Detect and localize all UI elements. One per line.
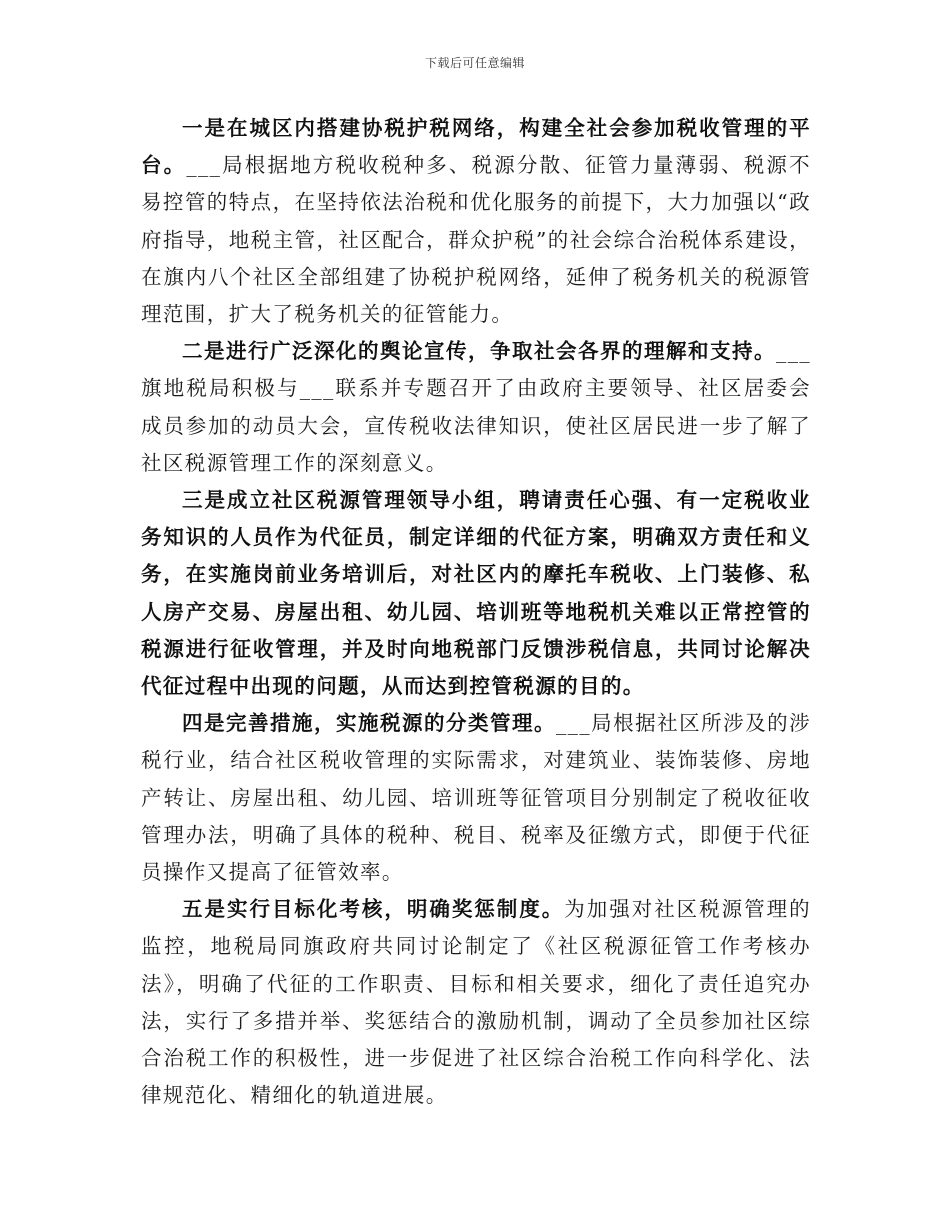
- header-note: 下载后可任意编辑: [424, 56, 525, 70]
- paragraph-1: [141, 110, 811, 333]
- paragraph-2: [141, 333, 811, 482]
- document-body: [141, 110, 811, 1114]
- paragraph-5-lead: 五是实行目标化考核，明确奖惩制度。: [182, 897, 565, 922]
- paragraph-3: [141, 482, 811, 705]
- paragraph-3-lead: 三是成立社区税源管理领导小组，聘请责任心强、有一定税收业务知识的人员作为代征员，制定详细的代征方案，明确双方责任和义务，在实施岗前业务培训后，对社区内的摩托车税收、上门装修、私人房产交易、房屋出租、幼儿园、培训班等地税机关难以正常控管的税源进行征收管理，并及时向地税部门反馈涉税信息，共同讨论解决代征过程中出现的问题，从而达到控管税源的目的。: [141, 488, 811, 699]
- paragraph-4-lead: 四是完善措施，实施税源的分类管理。: [182, 711, 557, 736]
- paragraph-4-body: ___局根据社区所涉及的涉税行业，结合社区税收管理的实际需求，对建筑业、装饰装修、房地产转让、房屋出租、幼儿园、培训班等征管项目分别制定了税收征收管理办法，明确了具体的税种、税目、税率及征缴方式，即便于代征员操作又提高了征管效率。: [141, 711, 811, 885]
- paragraph-5-body: 为加强对社区税源管理的监控，地税局同旗政府共同讨论制定了《社区税源征管工作考核办法》，明确了代征的工作职责、目标和相关要求，细化了责任追究办法，实行了多措并举、奖惩结合的激励机制，调动了全员参加社区综合治税工作的积极性，进一步促进了社区综合治税工作向科学化、法律规范化、精细化的轨道进展。: [141, 897, 811, 1108]
- paragraph-5: [141, 891, 811, 1114]
- paragraph-1-body: ___局根据地方税收税种多、税源分散、征管力量薄弱、税源不易控管的特点，在坚持依法治税和优化服务的前提下，大力加强以“政府指导，地税主管，社区配合，群众护税”的社会综合治税体系建设，在旗内八个社区全部组建了协税护税网络，延伸了税务机关的税源管理范围，扩大了税务机关的征管能力。: [141, 153, 811, 327]
- paragraph-2-lead: 二是进行广泛深化的舆论宣传，争取社会各界的理解和支持。: [182, 339, 777, 364]
- paragraph-4: [141, 705, 811, 891]
- paragraph-1-lead: 一是在城区内搭建协税护税网络，构建全社会参加税收管理的平台。: [141, 116, 811, 178]
- paragraph-2-body: ___旗地税局积极与___联系并专题召开了由政府主要领导、社区居委会成员参加的动员大会，宣传税收法律知识，使社区居民进一步了解了社区税源管理工作的深刻意义。: [141, 339, 811, 475]
